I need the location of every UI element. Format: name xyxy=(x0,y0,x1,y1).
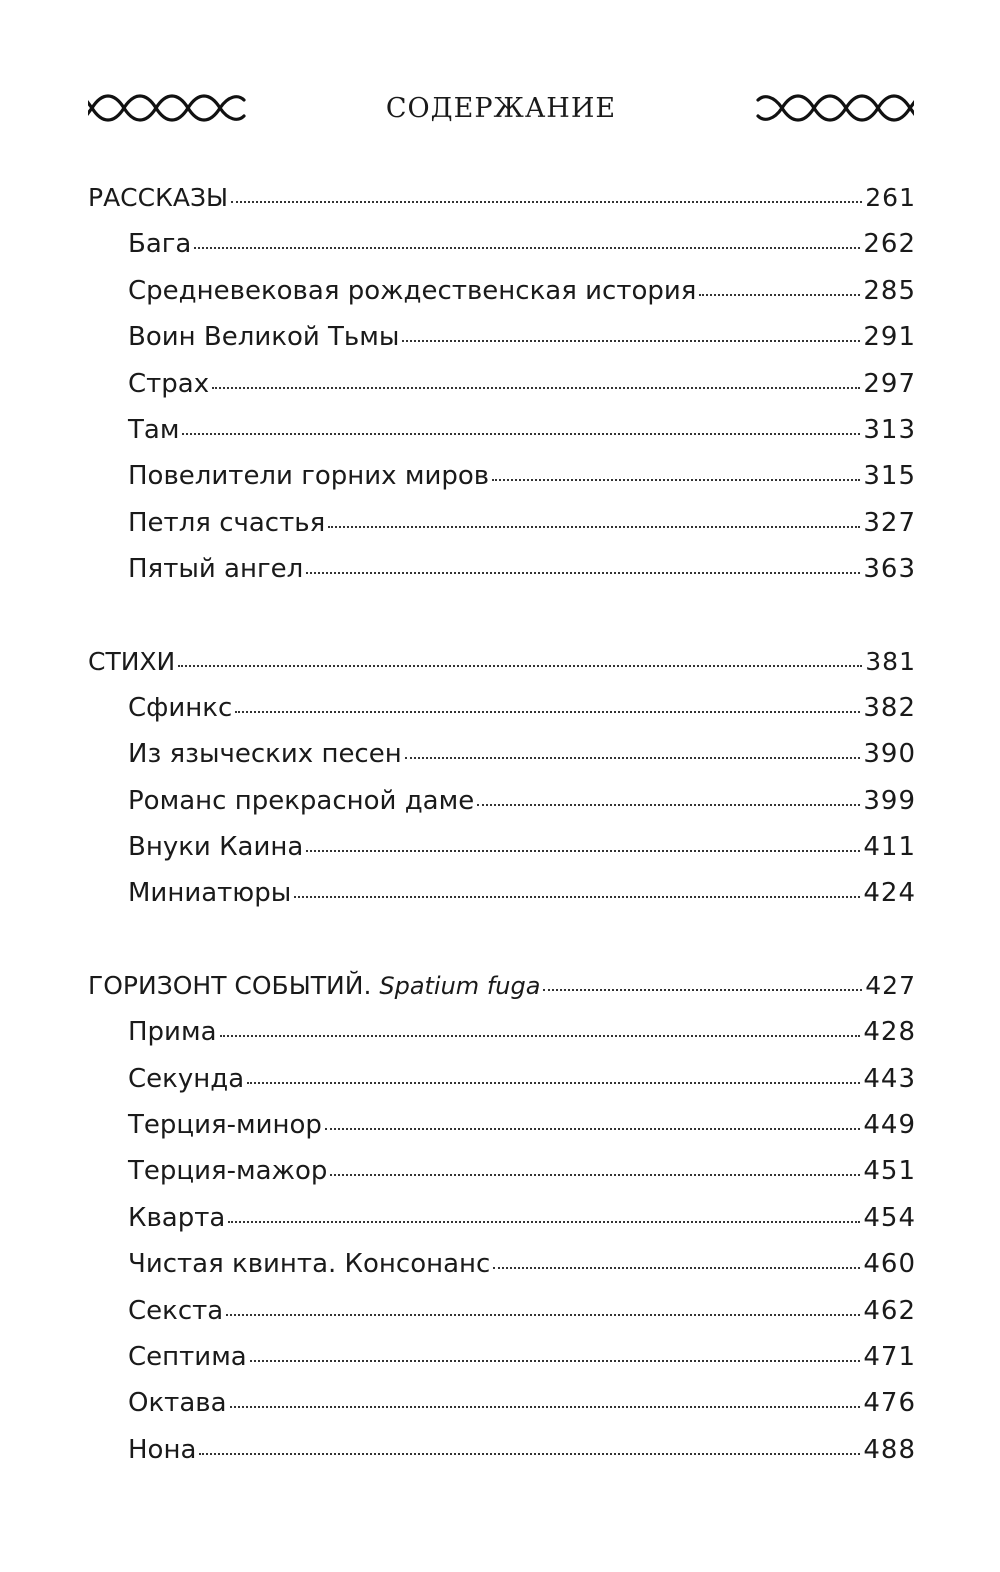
entry-title: Чистая квинта. Консонанс xyxy=(128,1249,491,1280)
dot-leader xyxy=(247,1082,860,1084)
toc-entry[interactable] xyxy=(84,554,916,600)
entry-title: Там xyxy=(128,414,180,445)
entry-title: Секста xyxy=(128,1295,224,1326)
toc-section-event-horizon xyxy=(84,971,916,1481)
entry-page-number: 262 xyxy=(863,229,916,260)
entry-page-number: 390 xyxy=(863,739,916,770)
dot-leader xyxy=(220,1035,861,1037)
dot-leader xyxy=(330,1174,860,1176)
entry-page-number: 297 xyxy=(863,368,916,399)
entry-page-number: 428 xyxy=(863,1017,916,1048)
dot-leader xyxy=(231,201,862,203)
dot-leader xyxy=(493,1267,860,1269)
entry-page-number: 399 xyxy=(863,785,916,816)
toc-entry[interactable] xyxy=(84,229,916,275)
entry-page-number: 462 xyxy=(863,1295,916,1326)
dot-leader xyxy=(477,804,860,806)
dot-leader xyxy=(294,896,860,898)
dot-leader xyxy=(194,247,860,249)
entry-title: Внуки Каина xyxy=(128,832,304,863)
entry-page-number: 313 xyxy=(863,414,916,445)
section-page-number: 381 xyxy=(865,646,916,676)
entry-page-number: 443 xyxy=(863,1063,916,1094)
section-heading-label: РАССКАЗЫ xyxy=(88,183,229,212)
entry-title: Септима xyxy=(128,1341,247,1372)
entry-title: Повелители горних миров xyxy=(128,461,490,492)
dot-leader xyxy=(199,1453,860,1455)
entry-page-number: 449 xyxy=(863,1110,916,1141)
braid-ornament-icon xyxy=(754,86,914,130)
entry-title: Страх xyxy=(128,368,210,399)
entry-title: Пятый ангел xyxy=(128,554,304,585)
page-header xyxy=(88,80,914,136)
entry-page-number: 285 xyxy=(863,275,916,306)
entry-page-number: 382 xyxy=(863,692,916,723)
toc-section-stories xyxy=(84,183,916,601)
dot-leader xyxy=(235,711,860,713)
section-heading-text: ГОРИЗОНТ СОБЫТИЙ. xyxy=(88,970,372,1000)
entry-title: Сфинкс xyxy=(128,692,233,723)
dot-leader xyxy=(405,757,861,759)
braid-ornament-icon xyxy=(88,86,248,130)
dot-leader xyxy=(492,479,860,481)
toc-entry[interactable] xyxy=(84,1203,916,1249)
entry-title: Воин Великой Тьмы xyxy=(128,322,400,353)
toc-section-heading[interactable] xyxy=(84,647,916,693)
dot-leader xyxy=(226,1314,860,1316)
toc-entry[interactable] xyxy=(84,786,916,832)
toc-entry[interactable] xyxy=(84,369,916,415)
entry-page-number: 454 xyxy=(863,1202,916,1233)
entry-title: Кварта xyxy=(128,1202,226,1233)
entry-title: Терция-мажор xyxy=(128,1156,328,1187)
dot-leader xyxy=(402,340,860,342)
toc-section-heading[interactable] xyxy=(84,183,916,229)
toc-entry[interactable] xyxy=(84,322,916,368)
entry-title: Бага xyxy=(128,229,192,260)
page-title: СОДЕРЖАНИЕ xyxy=(385,92,617,124)
entry-page-number: 424 xyxy=(863,878,916,909)
dot-leader xyxy=(212,387,860,389)
toc-entry[interactable] xyxy=(84,276,916,322)
dot-leader xyxy=(325,1128,860,1130)
toc-entry[interactable] xyxy=(84,1156,916,1202)
entry-title: Романс прекрасной даме xyxy=(128,785,475,816)
entry-title: Средневековая рождественская история xyxy=(128,275,697,306)
dot-leader xyxy=(230,1406,861,1408)
table-of-contents xyxy=(84,183,916,1527)
section-heading-label xyxy=(88,971,540,1000)
entry-title: Петля счастья xyxy=(128,507,326,538)
entry-page-number: 315 xyxy=(863,461,916,492)
section-heading-label: СТИХИ xyxy=(88,646,176,676)
entry-title: Нона xyxy=(128,1434,197,1465)
entry-page-number: 327 xyxy=(863,507,916,538)
entry-page-number: 363 xyxy=(863,554,916,585)
dot-leader xyxy=(228,1221,860,1223)
section-heading-latin: Spatium fuga xyxy=(379,971,541,1000)
dot-leader xyxy=(543,989,862,991)
toc-entry[interactable] xyxy=(84,508,916,554)
toc-entry[interactable] xyxy=(84,693,916,739)
toc-entry[interactable] xyxy=(84,415,916,461)
entry-page-number: 471 xyxy=(863,1341,916,1372)
toc-section-heading[interactable] xyxy=(84,971,916,1017)
dot-leader xyxy=(306,572,860,574)
dot-leader xyxy=(699,294,860,296)
toc-entry[interactable] xyxy=(84,739,916,785)
entry-page-number: 451 xyxy=(863,1156,916,1187)
entry-title: Терция-минор xyxy=(128,1110,322,1141)
entry-page-number: 476 xyxy=(863,1388,916,1419)
toc-entry[interactable] xyxy=(84,832,916,878)
dot-leader xyxy=(178,665,862,667)
entry-title: Из языческих песен xyxy=(128,739,402,770)
entry-page-number: 291 xyxy=(863,322,916,353)
dot-leader xyxy=(328,526,860,528)
toc-entry[interactable] xyxy=(84,1249,916,1295)
entry-page-number: 460 xyxy=(863,1249,916,1280)
toc-entry[interactable] xyxy=(84,1435,916,1481)
dot-leader xyxy=(306,850,860,852)
dot-leader xyxy=(250,1360,861,1362)
entry-title: Миниатюры xyxy=(128,878,292,909)
toc-section-poems xyxy=(84,647,916,925)
toc-entry[interactable] xyxy=(84,1017,916,1063)
toc-entry[interactable] xyxy=(84,1342,916,1388)
entry-page-number: 411 xyxy=(863,832,916,863)
section-page-number: 427 xyxy=(865,970,916,1000)
toc-entry[interactable] xyxy=(84,878,916,924)
toc-entry[interactable] xyxy=(84,1296,916,1342)
toc-entry[interactable] xyxy=(84,461,916,507)
entry-title: Октава xyxy=(128,1388,227,1419)
dot-leader xyxy=(182,433,860,435)
entry-title: Секунда xyxy=(128,1063,245,1094)
entry-title: Прима xyxy=(128,1017,217,1048)
toc-entry[interactable] xyxy=(84,1064,916,1110)
toc-entry[interactable] xyxy=(84,1388,916,1434)
toc-entry[interactable] xyxy=(84,1110,916,1156)
entry-page-number: 488 xyxy=(863,1434,916,1465)
section-page-number: 261 xyxy=(865,183,916,212)
